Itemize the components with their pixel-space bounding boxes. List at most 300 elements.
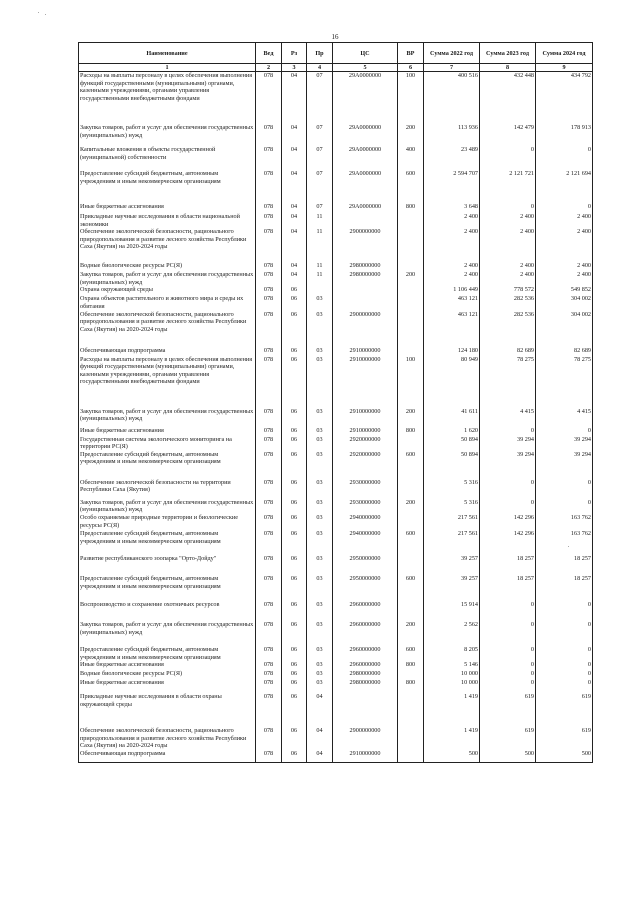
- row-ved: 078: [256, 451, 282, 479]
- row-sum-2024: 0: [536, 646, 593, 661]
- table-row: [79, 499, 593, 514]
- column-number: 1: [79, 64, 256, 72]
- column-number: 8: [480, 64, 536, 72]
- row-cs: 2950000000: [333, 555, 398, 575]
- col-header-ved: Вед: [256, 43, 282, 64]
- row-vr: 200: [398, 499, 424, 514]
- row-ved: 078: [256, 670, 282, 679]
- row-cs: 29А0000000: [333, 124, 398, 146]
- row-pr: 03: [307, 661, 333, 670]
- row-pr: 07: [307, 124, 333, 146]
- row-sum-2023: 0: [480, 479, 536, 499]
- row-ved: 078: [256, 124, 282, 146]
- row-sum-2024: 500: [536, 750, 593, 763]
- col-header-rz: Рз: [282, 43, 307, 64]
- row-cs: 2980000000: [333, 271, 398, 286]
- row-name: Закупка товаров, работ и услуг для обеспечения государственных (муниципальных) нужд: [79, 124, 256, 146]
- table-row: [79, 530, 593, 555]
- row-rz: 06: [282, 514, 307, 530]
- row-name: Водные биологические ресурсы РС(Я): [79, 670, 256, 679]
- budget-table: [78, 42, 593, 763]
- row-sum-2022: 500: [424, 750, 480, 763]
- row-name: Обеспечивающая подпрограмма: [79, 750, 256, 763]
- table-row: [79, 170, 593, 203]
- row-rz: 06: [282, 427, 307, 436]
- row-name: Охрана окружающей среды: [79, 286, 256, 295]
- row-ved: 078: [256, 146, 282, 170]
- row-cs: 2920000000: [333, 451, 398, 479]
- row-pr: 03: [307, 499, 333, 514]
- row-pr: 11: [307, 271, 333, 286]
- table-row: [79, 555, 593, 575]
- row-sum-2023: 142 296: [480, 514, 536, 530]
- table-row: [79, 679, 593, 693]
- row-rz: 06: [282, 311, 307, 347]
- row-sum-2022: 3 648: [424, 203, 480, 213]
- row-cs: 2900000000: [333, 228, 398, 262]
- row-ved: 078: [256, 347, 282, 356]
- row-sum-2023: 18 257: [480, 555, 536, 575]
- row-name: Воспроизводство и сохранение охотничьих ресурсов: [79, 601, 256, 621]
- table-row: [79, 427, 593, 436]
- row-rz: 04: [282, 170, 307, 203]
- row-name: Обеспечение экологической безопасности на территории Республики Саха (Якутия): [79, 479, 256, 499]
- row-sum-2023: 0: [480, 427, 536, 436]
- row-sum-2023: 2 400: [480, 271, 536, 286]
- row-sum-2024: 2 400: [536, 213, 593, 228]
- row-sum-2022: 23 489: [424, 146, 480, 170]
- table-row: [79, 72, 593, 125]
- row-sum-2024: 619: [536, 693, 593, 727]
- row-cs: [333, 286, 398, 295]
- row-sum-2024: 2 121 694: [536, 170, 593, 203]
- scan-speck: [45, 14, 46, 15]
- row-sum-2022: 50 894: [424, 436, 480, 451]
- row-sum-2022: 1 620: [424, 427, 480, 436]
- table-row: [79, 295, 593, 310]
- row-name: Закупка товаров, работ и услуг для обеспечения государственных (муниципальных) нужд: [79, 621, 256, 646]
- row-sum-2024: 0: [536, 621, 593, 646]
- page-number: 16: [331, 33, 339, 41]
- row-cs: 2940000000: [333, 530, 398, 555]
- row-sum-2023: 0: [480, 679, 536, 693]
- scan-speck: [38, 12, 39, 13]
- row-rz: 06: [282, 750, 307, 763]
- row-vr: [398, 213, 424, 228]
- row-ved: 078: [256, 693, 282, 727]
- row-sum-2024: 178 913: [536, 124, 593, 146]
- row-vr: 100: [398, 356, 424, 408]
- row-sum-2023: 0: [480, 499, 536, 514]
- row-sum-2024: 0: [536, 427, 593, 436]
- row-sum-2024: 434 792: [536, 72, 593, 125]
- row-sum-2024: 0: [536, 479, 593, 499]
- row-pr: 04: [307, 693, 333, 727]
- row-cs: 2980000000: [333, 679, 398, 693]
- row-vr: 100: [398, 72, 424, 125]
- column-number: 2: [256, 64, 282, 72]
- row-name: Закупка товаров, работ и услуг для обеспечения государственных (муниципальных) нужд: [79, 408, 256, 427]
- table-row: [79, 286, 593, 295]
- row-cs: 2960000000: [333, 661, 398, 670]
- row-vr: [398, 693, 424, 727]
- row-ved: 078: [256, 286, 282, 295]
- row-pr: [307, 286, 333, 295]
- row-sum-2022: 1 419: [424, 693, 480, 727]
- row-sum-2022: 5 146: [424, 661, 480, 670]
- row-sum-2023: 778 572: [480, 286, 536, 295]
- row-vr: [398, 727, 424, 750]
- row-sum-2024: 0: [536, 661, 593, 670]
- row-rz: 06: [282, 679, 307, 693]
- row-name: Иные бюджетные ассигнования: [79, 427, 256, 436]
- table-row: [79, 347, 593, 356]
- row-rz: 06: [282, 601, 307, 621]
- row-sum-2024: 82 689: [536, 347, 593, 356]
- row-vr: [398, 670, 424, 679]
- row-cs: 2980000000: [333, 670, 398, 679]
- row-sum-2024: 304 002: [536, 311, 593, 347]
- table-row: [79, 436, 593, 451]
- row-cs: 2930000000: [333, 499, 398, 514]
- row-pr: 03: [307, 356, 333, 408]
- row-name: Расходы на выплаты персоналу в целях обеспечения выполнения функций государственными (муниципальными) органами, казенными учреждениями, органами управления государственными внебюджетными фондами: [79, 72, 256, 125]
- row-pr: 11: [307, 213, 333, 228]
- row-ved: 078: [256, 555, 282, 575]
- row-name: Развитие республиканского зоопарка "Орто-Дойду": [79, 555, 256, 575]
- row-rz: 06: [282, 646, 307, 661]
- row-name: Иные бюджетные ассигнования: [79, 679, 256, 693]
- row-vr: [398, 514, 424, 530]
- row-pr: 03: [307, 347, 333, 356]
- row-sum-2024: 39 294: [536, 451, 593, 479]
- table-row: [79, 575, 593, 601]
- row-pr: 03: [307, 601, 333, 621]
- row-vr: [398, 479, 424, 499]
- row-pr: 11: [307, 228, 333, 262]
- col-header-sum2022: Сумма 2022 год: [424, 43, 480, 64]
- row-rz: 06: [282, 499, 307, 514]
- row-pr: 04: [307, 727, 333, 750]
- column-number: 5: [333, 64, 398, 72]
- row-ved: 078: [256, 262, 282, 271]
- row-vr: 200: [398, 271, 424, 286]
- table-row: [79, 661, 593, 670]
- row-sum-2023: 2 121 721: [480, 170, 536, 203]
- row-vr: 600: [398, 575, 424, 601]
- row-sum-2024: 549 852: [536, 286, 593, 295]
- row-sum-2023: 2 400: [480, 228, 536, 262]
- row-vr: 200: [398, 408, 424, 427]
- row-ved: 078: [256, 213, 282, 228]
- row-sum-2023: 39 294: [480, 451, 536, 479]
- row-vr: [398, 286, 424, 295]
- row-sum-2024: 0: [536, 203, 593, 213]
- row-sum-2024: 4 415: [536, 408, 593, 427]
- row-vr: [398, 228, 424, 262]
- table-row: [79, 601, 593, 621]
- row-pr: 03: [307, 646, 333, 661]
- row-ved: 078: [256, 575, 282, 601]
- row-sum-2022: 41 611: [424, 408, 480, 427]
- row-sum-2023: 142 479: [480, 124, 536, 146]
- row-name: Государственная система экологического мониторинга на территории РС(Я): [79, 436, 256, 451]
- row-sum-2024: 18 257: [536, 555, 593, 575]
- row-name: Предоставление субсидий бюджетным, автономным учреждениям и иным некоммерческим организациям: [79, 530, 256, 555]
- row-ved: 078: [256, 530, 282, 555]
- row-sum-2022: 10 000: [424, 679, 480, 693]
- row-sum-2022: 463 121: [424, 311, 480, 347]
- row-pr: 03: [307, 311, 333, 347]
- row-vr: [398, 555, 424, 575]
- row-vr: 800: [398, 661, 424, 670]
- table-row: [79, 356, 593, 408]
- row-sum-2024: 78 275: [536, 356, 593, 408]
- row-cs: 2950000000: [333, 575, 398, 601]
- header-row: [79, 43, 593, 64]
- table-row: [79, 408, 593, 427]
- row-cs: 2900000000: [333, 311, 398, 347]
- row-ved: 078: [256, 661, 282, 670]
- row-rz: 06: [282, 408, 307, 427]
- row-cs: 2910000000: [333, 356, 398, 408]
- row-vr: [398, 262, 424, 271]
- row-sum-2022: 2 594 707: [424, 170, 480, 203]
- row-sum-2022: 80 949: [424, 356, 480, 408]
- row-pr: 07: [307, 203, 333, 213]
- row-cs: 2980000000: [333, 262, 398, 271]
- row-vr: [398, 436, 424, 451]
- row-vr: 600: [398, 451, 424, 479]
- col-header-name: Наименование: [79, 43, 256, 64]
- column-number: 7: [424, 64, 480, 72]
- row-rz: 06: [282, 727, 307, 750]
- row-name: Водные биологические ресурсы РС(Я): [79, 262, 256, 271]
- row-name: Предоставление субсидий бюджетным, автономным учреждениям и иным некоммерческим организациям: [79, 575, 256, 601]
- row-vr: [398, 750, 424, 763]
- table-row: [79, 750, 593, 763]
- table-row: [79, 646, 593, 661]
- row-sum-2024: 0: [536, 601, 593, 621]
- row-ved: 078: [256, 72, 282, 125]
- row-rz: 04: [282, 146, 307, 170]
- row-cs: 29А0000000: [333, 72, 398, 125]
- row-pr: 03: [307, 555, 333, 575]
- row-sum-2023: 0: [480, 670, 536, 679]
- row-sum-2023: 619: [480, 693, 536, 727]
- table-row: [79, 479, 593, 499]
- row-cs: 2910000000: [333, 750, 398, 763]
- row-pr: 03: [307, 408, 333, 427]
- table-row: [79, 262, 593, 271]
- row-sum-2023: 4 415: [480, 408, 536, 427]
- row-sum-2023: 0: [480, 146, 536, 170]
- row-name: Расходы на выплаты персоналу в целях обеспечения выполнения функций государственными (муниципальными) органами, казенными учреждениями, органами управления государственными внебюджетными фондами: [79, 356, 256, 408]
- row-name: Предоставление субсидий бюджетным, автономным учреждениям и иным некоммерческим организациям: [79, 646, 256, 661]
- row-rz: 04: [282, 213, 307, 228]
- row-sum-2024: 39 294: [536, 436, 593, 451]
- row-sum-2022: 50 894: [424, 451, 480, 479]
- col-header-pr: Пр: [307, 43, 333, 64]
- row-sum-2023: 0: [480, 601, 536, 621]
- row-rz: 06: [282, 670, 307, 679]
- row-rz: 06: [282, 530, 307, 555]
- row-vr: 800: [398, 427, 424, 436]
- row-rz: 04: [282, 271, 307, 286]
- row-ved: 078: [256, 271, 282, 286]
- table-row: [79, 451, 593, 479]
- row-pr: 03: [307, 670, 333, 679]
- row-sum-2022: 15 914: [424, 601, 480, 621]
- col-header-sum2024: Сумма 2024 год: [536, 43, 593, 64]
- row-ved: 078: [256, 356, 282, 408]
- row-sum-2024: 0: [536, 679, 593, 693]
- row-pr: 03: [307, 427, 333, 436]
- row-name: Иные бюджетные ассигнования: [79, 661, 256, 670]
- row-sum-2024: 163 762: [536, 530, 593, 555]
- row-pr: 03: [307, 679, 333, 693]
- row-sum-2023: 2 400: [480, 213, 536, 228]
- row-rz: 04: [282, 124, 307, 146]
- row-sum-2023: 18 257: [480, 575, 536, 601]
- row-ved: 078: [256, 203, 282, 213]
- row-pr: 07: [307, 146, 333, 170]
- row-name: Капитальные вложения в объекты государственной (муниципальной) собственности: [79, 146, 256, 170]
- row-sum-2022: 1 419: [424, 727, 480, 750]
- row-ved: 078: [256, 311, 282, 347]
- row-rz: 06: [282, 479, 307, 499]
- row-sum-2023: 619: [480, 727, 536, 750]
- row-name: Предоставление субсидий бюджетным, автономным учреждениям и иным некоммерческим организациям: [79, 451, 256, 479]
- row-sum-2022: 2 400: [424, 262, 480, 271]
- row-sum-2022: 10 000: [424, 670, 480, 679]
- row-sum-2022: 2 562: [424, 621, 480, 646]
- row-cs: [333, 295, 398, 310]
- row-ved: 078: [256, 601, 282, 621]
- row-cs: 29А0000000: [333, 203, 398, 213]
- row-vr: [398, 601, 424, 621]
- row-vr: [398, 311, 424, 347]
- column-number: 3: [282, 64, 307, 72]
- row-pr: 07: [307, 72, 333, 125]
- row-vr: 600: [398, 530, 424, 555]
- table-row: [79, 670, 593, 679]
- row-sum-2024: 0: [536, 670, 593, 679]
- row-sum-2024: 2 400: [536, 271, 593, 286]
- row-sum-2024: 0: [536, 499, 593, 514]
- row-rz: 04: [282, 72, 307, 125]
- row-sum-2024: 0: [536, 146, 593, 170]
- row-cs: [333, 693, 398, 727]
- row-sum-2023: 0: [480, 661, 536, 670]
- row-name: Обеспечение экологической безопасности, рационального природопользования и развитие лесного хозяйства Республики Саха (Якутия) на 2020-2024 годы: [79, 311, 256, 347]
- row-rz: 06: [282, 286, 307, 295]
- row-sum-2023: 500: [480, 750, 536, 763]
- row-sum-2022: 2 400: [424, 228, 480, 262]
- row-pr: 11: [307, 262, 333, 271]
- row-ved: 078: [256, 679, 282, 693]
- table-row: [79, 228, 593, 262]
- column-number: 4: [307, 64, 333, 72]
- column-number: 9: [536, 64, 593, 72]
- table-row: [79, 514, 593, 530]
- table-row: [79, 621, 593, 646]
- row-rz: 06: [282, 436, 307, 451]
- row-rz: 06: [282, 295, 307, 310]
- row-ved: 078: [256, 479, 282, 499]
- row-sum-2023: 142 296: [480, 530, 536, 555]
- row-sum-2022: 217 561: [424, 530, 480, 555]
- table-row: [79, 124, 593, 146]
- row-sum-2022: 5 316: [424, 479, 480, 499]
- row-rz: 06: [282, 693, 307, 727]
- table-body: [79, 72, 593, 763]
- row-cs: 2960000000: [333, 646, 398, 661]
- table-row: [79, 146, 593, 170]
- row-sum-2022: 2 400: [424, 213, 480, 228]
- col-header-vr: ВР: [398, 43, 424, 64]
- row-cs: 2930000000: [333, 479, 398, 499]
- row-vr: 200: [398, 621, 424, 646]
- row-sum-2023: 82 689: [480, 347, 536, 356]
- row-sum-2022: 124 180: [424, 347, 480, 356]
- row-cs: 29А0000000: [333, 146, 398, 170]
- row-pr: 03: [307, 479, 333, 499]
- row-ved: 078: [256, 228, 282, 262]
- row-sum-2022: 463 121: [424, 295, 480, 310]
- col-header-sum2023: Сумма 2023 год: [480, 43, 536, 64]
- column-number-row: [79, 64, 593, 72]
- row-sum-2023: 0: [480, 621, 536, 646]
- row-sum-2024: 2 400: [536, 228, 593, 262]
- row-ved: 078: [256, 750, 282, 763]
- row-vr: [398, 295, 424, 310]
- row-name: Обеспечение экологической безопасности, рационального природопользования и развитие лесного хозяйства Республики Саха (Якутия) на 2020-2024 годы: [79, 727, 256, 750]
- row-cs: [333, 213, 398, 228]
- row-name: Иные бюджетные ассигнования: [79, 203, 256, 213]
- row-sum-2022: 5 316: [424, 499, 480, 514]
- row-sum-2022: 39 257: [424, 575, 480, 601]
- row-cs: 2940000000: [333, 514, 398, 530]
- row-cs: 2900000000: [333, 727, 398, 750]
- column-number: 6: [398, 64, 424, 72]
- row-ved: 078: [256, 621, 282, 646]
- row-pr: 07: [307, 170, 333, 203]
- row-sum-2023: 2 400: [480, 262, 536, 271]
- row-sum-2023: 78 275: [480, 356, 536, 408]
- row-vr: 800: [398, 203, 424, 213]
- row-sum-2023: 282 536: [480, 311, 536, 347]
- row-sum-2023: 432 448: [480, 72, 536, 125]
- row-sum-2024: 2 400: [536, 262, 593, 271]
- row-vr: 600: [398, 646, 424, 661]
- row-rz: 04: [282, 228, 307, 262]
- row-rz: 06: [282, 451, 307, 479]
- row-vr: 800: [398, 679, 424, 693]
- row-sum-2024: 619: [536, 727, 593, 750]
- row-vr: 600: [398, 170, 424, 203]
- table-row: [79, 271, 593, 286]
- row-pr: 03: [307, 530, 333, 555]
- row-rz: 06: [282, 575, 307, 601]
- row-name: Закупка товаров, работ и услуг для обеспечения государственных (муниципальных) нужд: [79, 271, 256, 286]
- col-header-cs: ЦС: [333, 43, 398, 64]
- row-sum-2024: 18 257: [536, 575, 593, 601]
- row-ved: 078: [256, 427, 282, 436]
- row-pr: 04: [307, 750, 333, 763]
- row-pr: 03: [307, 295, 333, 310]
- row-rz: 06: [282, 356, 307, 408]
